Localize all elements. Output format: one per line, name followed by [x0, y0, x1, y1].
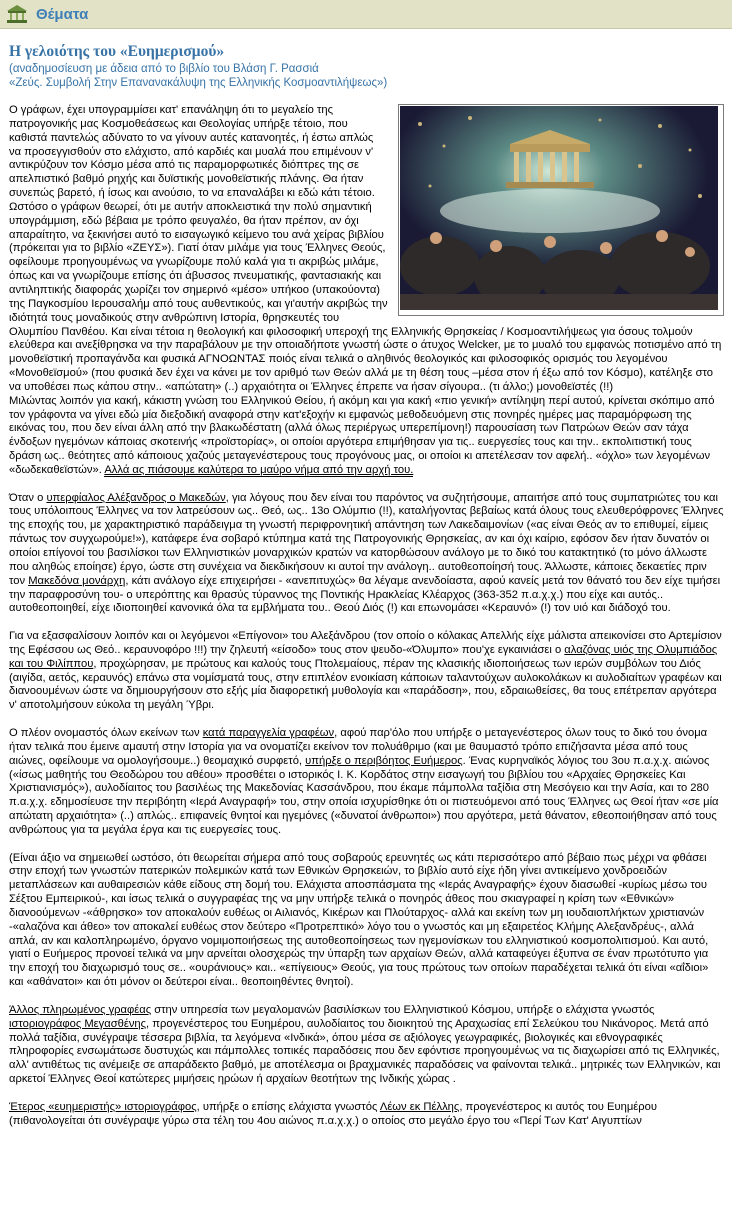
paragraph-5: (Είναι άξιο να σημειωθεί ωστόσο, ότι θεωρείται σήμερα από τους σοβαρούς ερευνητές ως κάτι περισσότερο από βέβαιο πως μέχρι να φθάσει στην εποχή των γνωστών πατερικών πολεμικών κατά των Εθνικών Θρησκειών, το βιβλίο αυτό είχε ήδη γίνει αντικείμενο χονδροειδών μεταπλάσεων και αυθαιρεσιών κάθε είδους στη δομή του. Ελάχιστα αποσπάσματα της «Ιεράς Αναγραφής» έχουν διασωθεί -κυρίως μέσω του Σέξτου Εμπειρικού-, και ίσως τελικά ο συγγραφέας της να μην υπήρξε τελικά ο πονηρός άθεος που σκιαγραφεί η κρίση των «Εθνικών» διανοούμενων -«άθρησκο» τον αποκαλούν ευθέως οι Αιλιανός, Κικέρων και Πλούταρχος- αλλά και εκείνη των μη ιουδαιοπλήκτων χριστιανών -«αλαζόνα και άθεο» τον αποκαλεί ευθέως στον δεύτερο «Προτρεπτικό» λόγο του ο γνωστός και μη εξαιρετέος Κλήμης Αλεξανδρέυς-, αλλά απλά, αν και καλοπληρωμένο, όργανο νομιμοποιήσεως της αυτοθεοποίησεως των ηγεμονίσκων του ελληνιστικού κοσμοπολιτισμού. Και αυτό, γιατί ο Ευήμερος προνοεί τελικά να μην αρνείται ολοσχερώς την ύπαρξη των αρχαίων Θεών, αλλά καταφεύγει έξυπνα σε έναν πρωτότυπο για την εποχή του διαχωρισμό τους σε.. «ουράνιους» και.. «επίγειους» Θεούς, για τους πρώτους των οποίων παραδέχεται τελικά ότι είναι «αΐδιοι» και «αθάνατοι» και ότι μόνον οι δεύτεροι είναι.. θεοποιηθέντες θνητοί). — [9, 851, 709, 989]
underlined-phrase: Έτερος «ευημεριστής» ιστοριογράφος — [9, 1100, 197, 1113]
article-title: Η γελοιότης του «Ευημερισμού» — [9, 43, 225, 60]
text-run: , προγενέστερος του Ευημέρου, αυλοδίαιτος του διοικητού της Αραχωσίας επί Σελεύκου του Νικάνορος. Μετά από πολλά ταξίδια, συνέγραψε τέσσερα βιβλία, τα λεγόμενα «Ινδικά», όπου μέσα σε αξιόλογες γεωγραφικές, βιολογικές και εθνογραφικές πληροφορίες ενσωμάτωσε δυστυχώς και πάμπολλες τοπικές παραδόσεις που δεν εφόντισε προηγουμένως να τις διαχωρίσει από τις Ελληνικές, αλλ' αντιθέτως τις ανέμειξε σε απαράδεκτο βαθμό, με αποτέλεσμα οι βραχμανικές παραδόσεις να φαίνονται τελικά.. μητρικές των Ελληνικών, και αρκετοί Έλληνες Θεοί κατώτερες μιμήσεις ηρώων ή αρχαίων θεοτήτων της Ινδικής χώρας . — [9, 1017, 721, 1086]
text-run: Όταν ο — [9, 491, 47, 504]
underlined-phrase: Άλλος πληρωμένος γραφέας — [9, 1003, 152, 1016]
underlined-phrase: ιστοριογράφος Μεγασθένης — [9, 1017, 147, 1030]
text-run: , για λόγους που δεν είναι του παρόντος να συζητήσουμε, απαιτήσε από τους συμπατριώτες του και τους υπόλοιπους Έλληνες να τον λατρεύσουν ως.. Θεό, ως.. 13ο Ολύμπιο (!!), καταλήγοντας βεβαίως κατά όλους τους ελευθερόφρονες Έλληνες της εποχής του, με χαρακτηριστικό παράδειγμα τη γνωστή περιφρονητική απάντηση των Λακεδαιμονίων («ας είναι Θεός αν το επιθυμεί, είμεις πάντως τον συγχωρούμε!»), κατάφερε ένα σοβαρό κτύπημα κατά της Πατρογονικής Θρησκείας, αν και όχι καίριο, εφόσον δεν ήταν δυνατόν οι οποίοι επίγονοί του βασιλίσκοι των Ελληνιστικών μοναρχικών κρατών να κατορθώσουν ανάλογο με το δικό του κατακτητικό (το μόνο άλλωστε που αληθώς εποίησε) έργο, ώστε στη συνέχεια να διεκδικήσουν κι αυτοί την ανάλογη.. αυτοθεοποίησή τους. Άλλωστε, κάποιες δεκαετίες πριν τον — [9, 491, 724, 587]
article — [0, 29, 732, 1128]
section-header — [0, 0, 732, 29]
parthenon-night-painting — [400, 106, 718, 310]
paragraph-6 — [9, 1004, 724, 1087]
text-run: , προγενέστερος κι αυτός του Ευημέρου (πιθανολογείται ότι συνέγραψε γύρω στα τέλη του 4ου αιώνος π.α.χ.χ.) ο οποίος στο μεγάλο έργο του «Περί Των Κατ' Αιγυπτίων — [9, 1100, 657, 1127]
underlined-phrase: Μακεδόνα μονάρχη — [28, 574, 126, 587]
paragraph-4 — [9, 727, 724, 838]
paragraph-1-continuation: Μιλώντας λοιπόν για κακή, κάκιστη γνώση του Ελληνικού Θείου, ή ακόμη και για κακή «πιο γενική» αντίληψη περί αυτού, κρίνεται σκόπιμο από τον γράφοντα να γίνει εδώ μία διεξοδική αναφορά στην κατ'εξοχήν κι εμφανώς μεθοδευόμενη στις πονηρές ημέρες μας παραμόρφωση της εικόνας του, που δεν είναι άλλη από την βλακωδέστατη (αλλά όλως περιέργως υπερεπίμονη!) παρουσίαση των Πατρώων Θεών σαν τάχα ένδοξων ηγεμόνων κάποιας σκοτεινής «προϊστορίας», οι οποίοι αργότερα επιμήθησαν για τις.. ευεργεσίες τους και την.. εκπολιτιστική τους δράση ως.. θεότητες από κάποιους χαζούς μεταγενέστερους τους προγόνους μας, οι οποίοι κι απετέλεσαν τον αφελή.. «όχλο» των λεγομένων «δωδεκαθεϊστών». — [9, 394, 715, 476]
subtitle-line-2: «Ζεύς. Συμβολή Στην Επανανακάλυψη της Ελληνικής Κοσμοαντιλήψεως») — [9, 77, 388, 89]
article-image — [398, 104, 724, 316]
underlined-phrase: κατά παραγγελία γραφέων — [202, 726, 335, 739]
text-run: , υπήρξε ο επίσης ελάχιστα γνωστός — [196, 1100, 380, 1113]
text-run: , προχώρησαν, με πρώτους και καλούς τους Πτολεμαίους, πέραν της κλασικής ιδιοποιήσεως των ιερών συμβόλων του Διός (αιγίδα, αετός, κεραυνός) επάνω στα νομίσματά τους, στην επιπλέον ενοικίαση κάποιων ταλαντούχων αυλοκολάκων κι αυλοδιαίτων γραφέων και διανοουμένων ώστε να δημιουργήσουν στο εξής μία διαφορετική μυθολογία και «παράδοση», που, εδραιωθείσες, θα τους επέτρεπαν αργότερα ν' αποτολμήσουν εύκολα τη μεγάλη Ύβρι. — [9, 657, 722, 712]
underlined-phrase: υπήρξε ο περιβόητος Ευήμερος — [305, 754, 463, 767]
text-run: . Ένας κυρηναϊκός λόγιος του 3ου π.α.χ.χ. αιώνος («ίσως μαθητής του Θεοδώρου του αθέου» προσθέτει ο ιστορικός Ι. Κ. Κορδάτος στην εισαγωγή του βιβλίου του «Αρχαίες Θρησκείες Και Χριστιανισμός»), αυλοδίαιτος του βασιλέως της Μακεδονίας Κασσάνδρου, που έκαμε πάμπολλα ταξίδια στη Μεσόγειο και την Ασία, και το 280 π.α.χ.χ. εδημοσίευσε την περιβόητη «Ιερά Αναγραφή» του, στην οποία ισχυρίσθηκε ότι οι πιστευόμενοι από τους Έλληνες ως Θεοί ήταν «σε μία απώτατη αρχαιότητα» (..) απλώς.. επιφανείς θνητοί και ηγεμόνες («δυνατοί άνθρωποι») που αργότερα, μετά θάνατον, εθεοποιήθησαν από τους ανθρώπους για τα μεγάλα έργα και τις ευεργεσίες τους. — [9, 754, 719, 836]
underlined-phrase: Λέων εκ Πέλλης — [379, 1100, 460, 1113]
text-run: , κάτι ανάλογο είχε επιχειρήσει - «ανεπιτυχώς» θα λέγαμε ανενδοίαστα, αφού κανείς μετά τον θάνατό του δεν είχε τιμήσει την παραφροσύνη του- ο υπερόπτης και θρασύς τύραννος της Ποντικής Ηρακλείας Κλέαρχος (363-352 π.α.χ.χ.) που είχε και αυτός.. αυτοθεοποιηθεί, είχε ιδιοποιηθεί κανονικά όλα τα εμβλήματα του.. Θεού Διός (!) και επωνομάσει «Κεραυνό» (!) τον υιό και διάδοχό του. — [9, 574, 721, 615]
paragraph-3 — [9, 630, 724, 713]
underlined-phrase: αλαζόνας υιός της Ολυμπιάδος και του Φιλίππου — [9, 643, 718, 670]
text-run: , αφού παρ'όλο που υπήρξε ο μεταγενέστερος όλων τους το δικό του όνομα ήταν τελικά που έμεινε αμαυτή στην Ιστορία για να ονοματίζει εκείνον τον πολυάθριμο (και με θαυμαστό τρόπο επιζήσαντα μέσα από τους αιώνες, οφείλουμε να ομολογήσουμε..) θεομαχικό συρφετό, — [9, 726, 708, 767]
greek-temple-icon — [6, 4, 28, 24]
paragraph-7 — [9, 1101, 724, 1129]
article-subtitle — [9, 62, 724, 90]
highlighted-sentence: Αλλά ας πιάσουμε καλύτερα το μαύρο νήμα από την αρχή του. — [104, 463, 414, 476]
text-run: στην υπηρεσία των μεγαλομανών βασιλίσκων του Ελληνιστικού Κόσμου, υπήρξε ο ελάχιστα γνωστός — [151, 1003, 655, 1016]
paragraph-1-text: Ο γράφων, έχει υπογραμμίσει κατ' επανάληψη ότι το μεγαλείο της πατρογονικής μας Κοσμοθεάσεως και Θεολογίας υπήρξε τέτοιο, που καθιστά παντελώς αδύνατο το να γίνουν αυτές κατανοητές, ή έστω απλώς να προσεγγισθούν στο ελάχιστο, από καρδιές και μυαλά που επιμένουν ν' αντικρύζουν τον Κόσμο μέσα από τις παραμορφωτικές διόπτρες της σε απελπιστικό βαθμό ρηχής και δυϊστικής μονοθεϊστικής πλάνης. Θα ήταν συνεπώς βαρετό, ή ίσως και ανούσιο, το να επαναλάβει κι εδώ κάτι τέτοιο. Ωστόσο ο γράφων θεωρεί, ότι με αυτήν αποκλειστικά την πολύ σημαντική υπογράμμιση, εδώ βέβαια με τρόπο φευγαλέο, θα ήταν πρέπον, αν όχι απαραίτητο, να ξεκινήσει αυτό το εισαγωγικό κείμενο του ανά χείρας βιβλίου (πρόκειται για το βιβλίο «ΖΕΥΣ»). Γιατί όταν μιλάμε για τους Έλληνες Θεούς, οφείλουμε προηγουμένως να γνωρίζουμε πολύ καλά για τι ακριβώς μιλάμε, όπως και να γνωρίζουμε επίσης ότι άβυσσος πνευματικής, φαντασιακής και αντιληπτικής διαφοράς χωρίζει τον σημερινό «μέσο» υπήκοο (υπακούοντα) της Παγκοσμίου Ιερουσαλήμ από τους αυθεντικούς, και γι'αυτήν ακριβώς την ιδιότητά τους μοναδικούς στην ανθρώπινη Ιστορία, θρησκευτές του Ολυμπίου Πανθέου. Και είναι τέτοια η θεολογική και φιλοσοφική υπεροχή της Ελληνικής Θρησκείας / Κοσμοαντιλήψεως για όσους τολμούν ελεύθερα και ανεξίθρησκα να την παραβάλουν με την οποιαδήποτε γνωστή ώστε ο άτυχος Welcker, με το μυαλό του εμφανώς ποτισμένο από τη μονοθεϊστική προπαγάνδα και φυσικά ΑΓΝΟΩΝΤΑΣ ποιός είναι τελικά ο αληθινός θεολογικός και φιλοσοφικός ορισμός του λεγομένου «Μονοθεϊσμού» (που φυσικά δεν έχει να κάνει με τον αριθμό των Θεών αλλά με τη θέση τους –μέσα στον ή έξω από τον Κόσμο), κατέληξε στο να υποθέσει πως κάπου στην.. «απώτατη» (..) αρχαιότητα οι Έλληνες έπρεπε να ήσαν σίγουρα.. (τι άλλο;) μονοθεϊστές (!!) — [9, 104, 722, 393]
subtitle-line-1: (αναδημοσίευση με άδεια από το βιβλίο του Βλάση Γ. Ρασσιά — [9, 63, 319, 75]
underlined-phrase: υπερφίαλος Αλέξανδρος ο Μακεδών — [46, 491, 226, 504]
section-title: Θέματα — [36, 5, 89, 23]
text-run: Ο πλέον ονομαστός όλων εκείνων των — [9, 726, 203, 739]
article-body — [9, 104, 724, 1128]
text-run: Για να εξασφαλίσουν λοιπόν και οι λεγόμενοι «Επίγονοι» του Αλεξάνδρου (τον οποίο ο κόλακας Απελλής είχε μάλιστα απεικονίσει στο Αρτεμίσιον της Εφέσσου ως Θεό.. κεραυνοφόρο !!!) την ζηλευτή «είσοδο» τους στον ψευδο-«Όλυμπο» που'χε εγκαινιάσει ο — [9, 630, 722, 656]
paragraph-2 — [9, 492, 724, 617]
